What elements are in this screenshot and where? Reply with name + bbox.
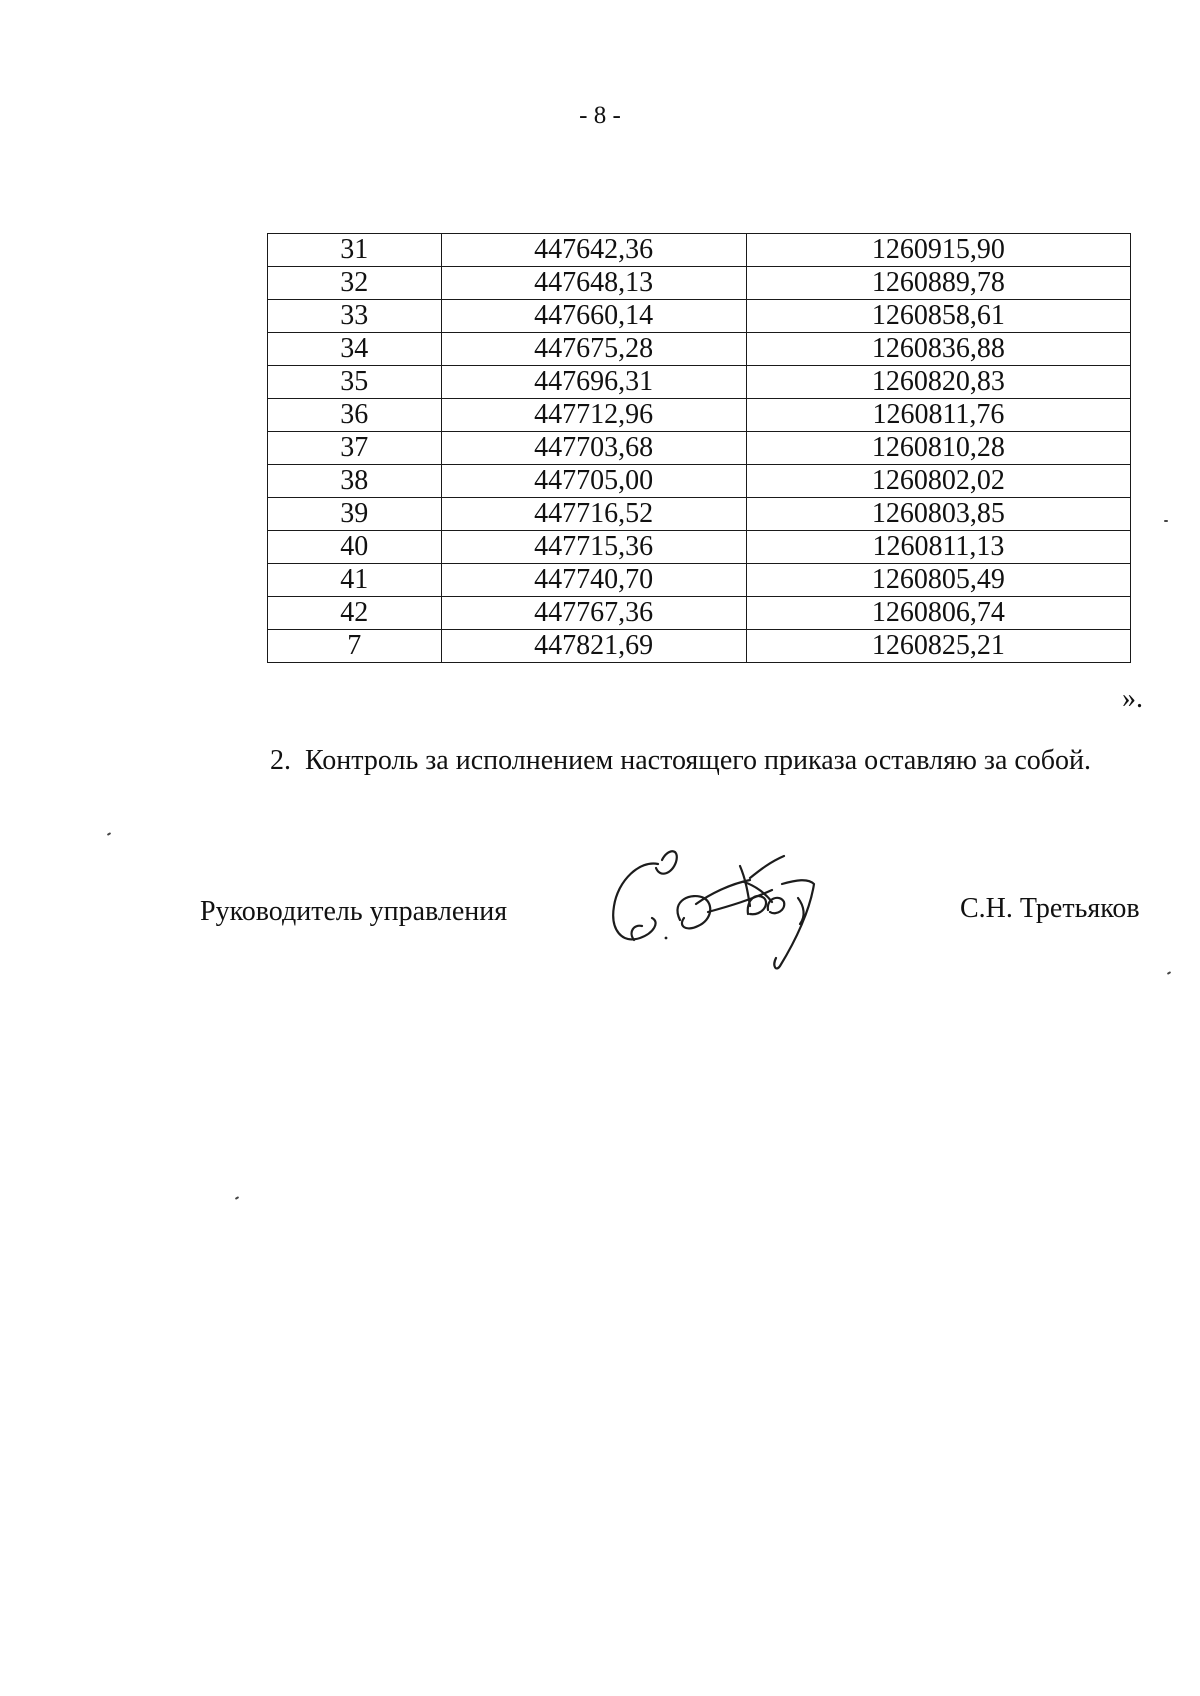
- clause-2: [270, 745, 1091, 777]
- y-coordinate-cell: 1260836,88: [746, 333, 1130, 366]
- point-number-cell: 37: [268, 432, 442, 465]
- point-number-cell: 42: [268, 597, 442, 630]
- y-coordinate-cell: 1260811,13: [746, 531, 1130, 564]
- scan-speck: [107, 832, 111, 836]
- x-coordinate-cell: 447715,36: [441, 531, 746, 564]
- table-row: [268, 300, 1131, 333]
- y-coordinate-cell: 1260806,74: [746, 597, 1130, 630]
- point-number-cell: 39: [268, 498, 442, 531]
- point-number-cell: 38: [268, 465, 442, 498]
- x-coordinate-cell: 447660,14: [441, 300, 746, 333]
- x-coordinate-cell: 447703,68: [441, 432, 746, 465]
- table-row: [268, 630, 1131, 663]
- coordinates-table: [267, 233, 1131, 663]
- table-row: [268, 399, 1131, 432]
- table-row: [268, 597, 1131, 630]
- closing-quote: ».: [1122, 683, 1143, 714]
- table-row: [268, 564, 1131, 597]
- table-row: [268, 234, 1131, 267]
- point-number-cell: 35: [268, 366, 442, 399]
- x-coordinate-cell: 447712,96: [441, 399, 746, 432]
- y-coordinate-cell: 1260802,02: [746, 465, 1130, 498]
- scan-speck: [1164, 520, 1168, 522]
- table-row: [268, 498, 1131, 531]
- point-number-cell: 36: [268, 399, 442, 432]
- signer-title: Руководитель управления: [200, 896, 508, 927]
- y-coordinate-cell: 1260915,90: [746, 234, 1130, 267]
- y-coordinate-cell: 1260805,49: [746, 564, 1130, 597]
- point-number-cell: 33: [268, 300, 442, 333]
- y-coordinate-cell: 1260803,85: [746, 498, 1130, 531]
- y-coordinate-cell: 1260811,76: [746, 399, 1130, 432]
- table-row: [268, 366, 1131, 399]
- x-coordinate-cell: 447675,28: [441, 333, 746, 366]
- table-row: [268, 432, 1131, 465]
- y-coordinate-cell: 1260858,61: [746, 300, 1130, 333]
- x-coordinate-cell: 447648,13: [441, 267, 746, 300]
- x-coordinate-cell: 447740,70: [441, 564, 746, 597]
- table-row: [268, 267, 1131, 300]
- y-coordinate-cell: 1260825,21: [746, 630, 1130, 663]
- x-coordinate-cell: 447821,69: [441, 630, 746, 663]
- clause-text: Контроль за исполнением настоящего приказа оставляю за собой.: [305, 745, 1092, 776]
- point-number-cell: 41: [268, 564, 442, 597]
- table-row: [268, 333, 1131, 366]
- point-number-cell: 32: [268, 267, 442, 300]
- point-number-cell: 34: [268, 333, 442, 366]
- x-coordinate-cell: 447642,36: [441, 234, 746, 267]
- handwritten-signature: [600, 840, 840, 980]
- scan-speck: [1167, 971, 1171, 975]
- page-number: - 8 -: [579, 102, 621, 129]
- point-number-cell: 40: [268, 531, 442, 564]
- y-coordinate-cell: 1260889,78: [746, 267, 1130, 300]
- x-coordinate-cell: 447705,00: [441, 465, 746, 498]
- x-coordinate-cell: 447767,36: [441, 597, 746, 630]
- y-coordinate-cell: 1260810,28: [746, 432, 1130, 465]
- clause-number: 2.: [270, 745, 291, 776]
- table-row: [268, 531, 1131, 564]
- table-row: [268, 465, 1131, 498]
- point-number-cell: 31: [268, 234, 442, 267]
- signer-name: С.Н. Третьяков: [960, 893, 1140, 924]
- x-coordinate-cell: 447696,31: [441, 366, 746, 399]
- scan-speck: [235, 1196, 239, 1200]
- y-coordinate-cell: 1260820,83: [746, 366, 1130, 399]
- x-coordinate-cell: 447716,52: [441, 498, 746, 531]
- coordinates-table-body: [268, 234, 1131, 663]
- point-number-cell: 7: [268, 630, 442, 663]
